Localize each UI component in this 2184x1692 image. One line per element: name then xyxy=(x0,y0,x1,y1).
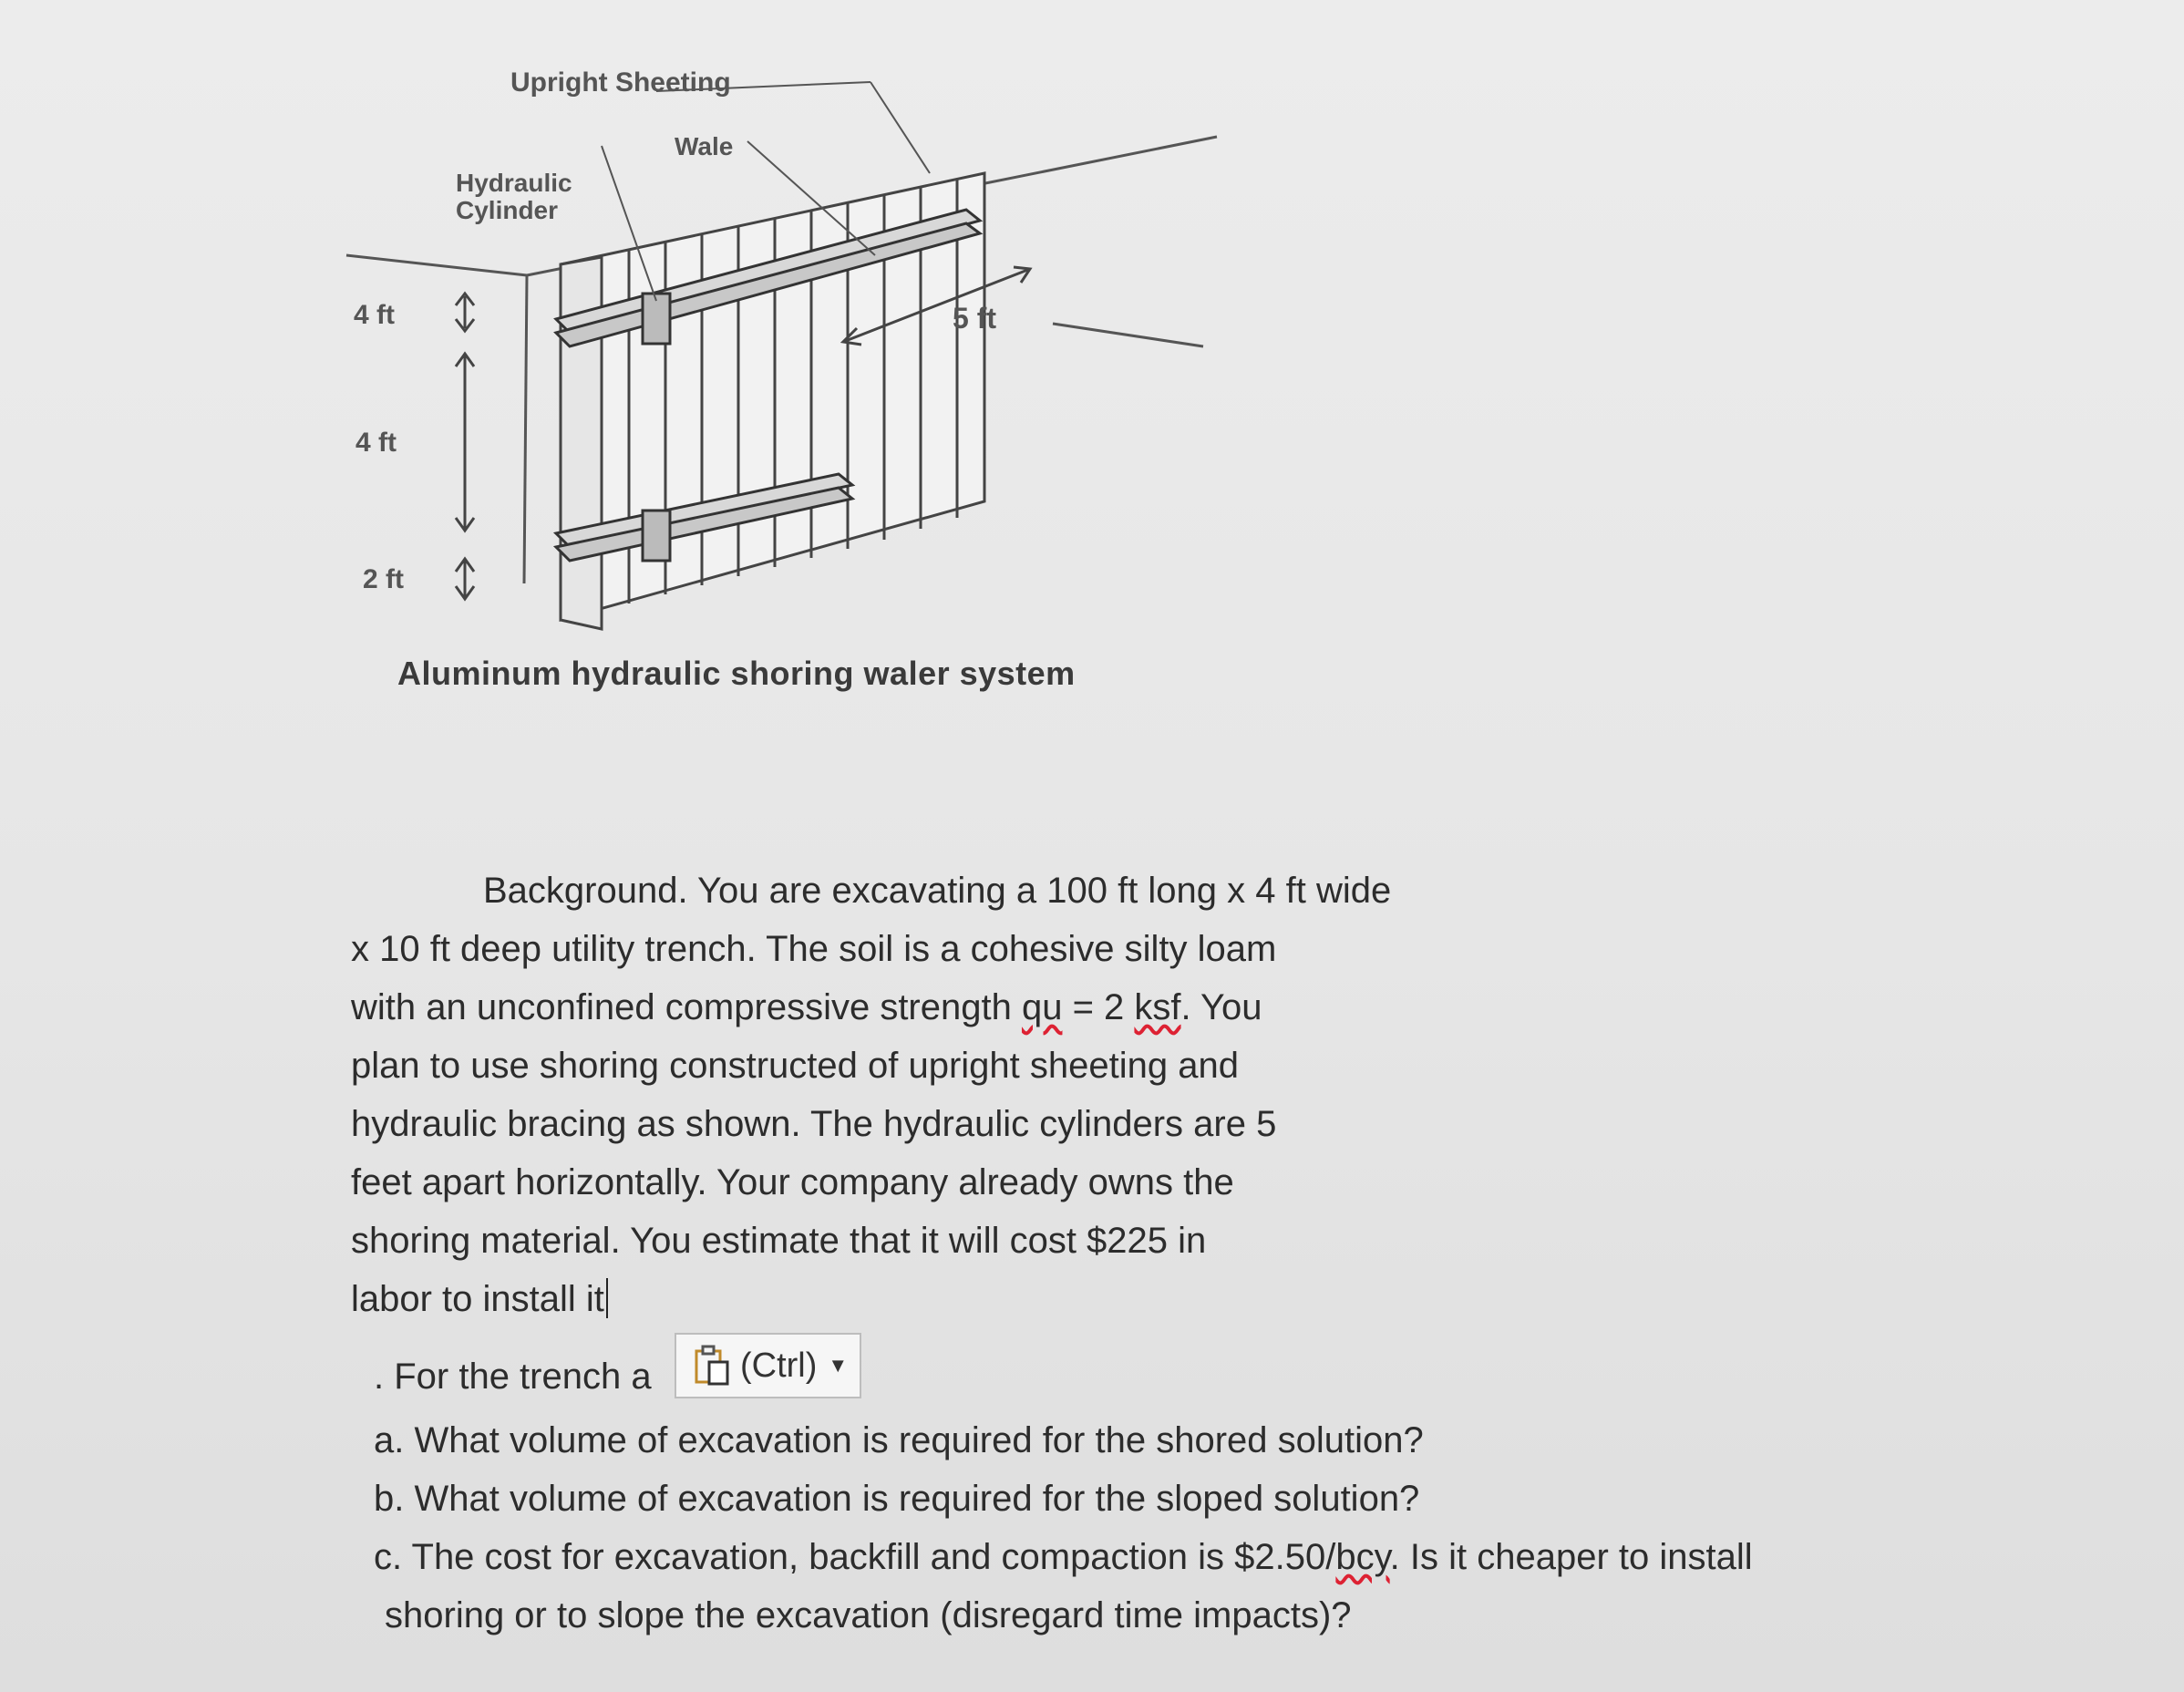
background-line-1: Background. You are excavating a 100 ft long x 4 ft wide xyxy=(483,871,1392,911)
figure-caption: Aluminum hydraulic shoring waler system xyxy=(397,655,1076,692)
background-line-5: hydraulic bracing as shown. The hydraulic cylinders are 5 xyxy=(351,1104,1277,1144)
background-line-2: x 10 ft deep utility trench. The soil is a cohesive silty loam xyxy=(351,929,1277,969)
background-line-8-text: labor to install it xyxy=(351,1279,604,1319)
dim-mid: 4 ft xyxy=(355,428,397,458)
question-c-end: . Is it cheaper to install xyxy=(1389,1537,1753,1577)
background-line-3-start: with an unconfined compressive strength xyxy=(351,987,1022,1027)
background-line-3-end: . You xyxy=(1180,987,1262,1027)
paste-options-button[interactable] xyxy=(675,1333,861,1398)
question-list xyxy=(374,1411,2106,1645)
shoring-figure xyxy=(328,55,1240,693)
background-line-3-eq: = 2 xyxy=(1062,987,1135,1027)
background-line-7: shoring material. You estimate that it will cost $225 in xyxy=(351,1221,1207,1261)
background-line-4: plan to use shoring constructed of upright sheeting and xyxy=(351,1046,1239,1086)
dim-bottom: 2 ft xyxy=(363,564,404,594)
background-line-6: feet apart horizontally. Your company already owns the xyxy=(351,1162,1234,1202)
clipboard-icon xyxy=(693,1344,733,1388)
question-c-continued: shoring or to slope the excavation (disregard time impacts)? xyxy=(385,1595,1352,1635)
background-line-3 xyxy=(351,978,1499,1037)
question-a: a. What volume of excavation is required for the shored solution? xyxy=(374,1420,1424,1460)
spell-flag-ksf[interactable]: ksf xyxy=(1134,987,1181,1027)
paste-options-label: (Ctrl) xyxy=(740,1346,818,1385)
shoring-diagram xyxy=(328,55,1240,693)
text-cursor xyxy=(606,1278,608,1318)
spell-flag-qu[interactable]: qu xyxy=(1021,987,1063,1027)
question-c-start: c. The cost for excavation, backfill and compaction is $2.50/ xyxy=(374,1537,1336,1577)
for-trench-text: . For the trench a xyxy=(374,1357,652,1397)
question-c xyxy=(374,1528,2106,1586)
background-paragraph xyxy=(351,861,1499,1328)
label-cylinder: Cylinder xyxy=(456,196,559,224)
dim-spacing: 5 ft xyxy=(953,302,996,335)
label-upright-sheeting: Upright Sheeting xyxy=(510,67,731,98)
dim-top: 4 ft xyxy=(354,300,395,330)
spell-flag-bcy[interactable]: bcy xyxy=(1335,1537,1390,1577)
chevron-down-icon: ▼ xyxy=(828,1354,849,1377)
background-line-8 xyxy=(351,1270,1499,1328)
label-hydraulic: Hydraulic xyxy=(456,169,572,197)
question-b: b. What volume of excavation is required for the sloped solution? xyxy=(374,1479,1420,1519)
label-wale: Wale xyxy=(675,132,734,160)
